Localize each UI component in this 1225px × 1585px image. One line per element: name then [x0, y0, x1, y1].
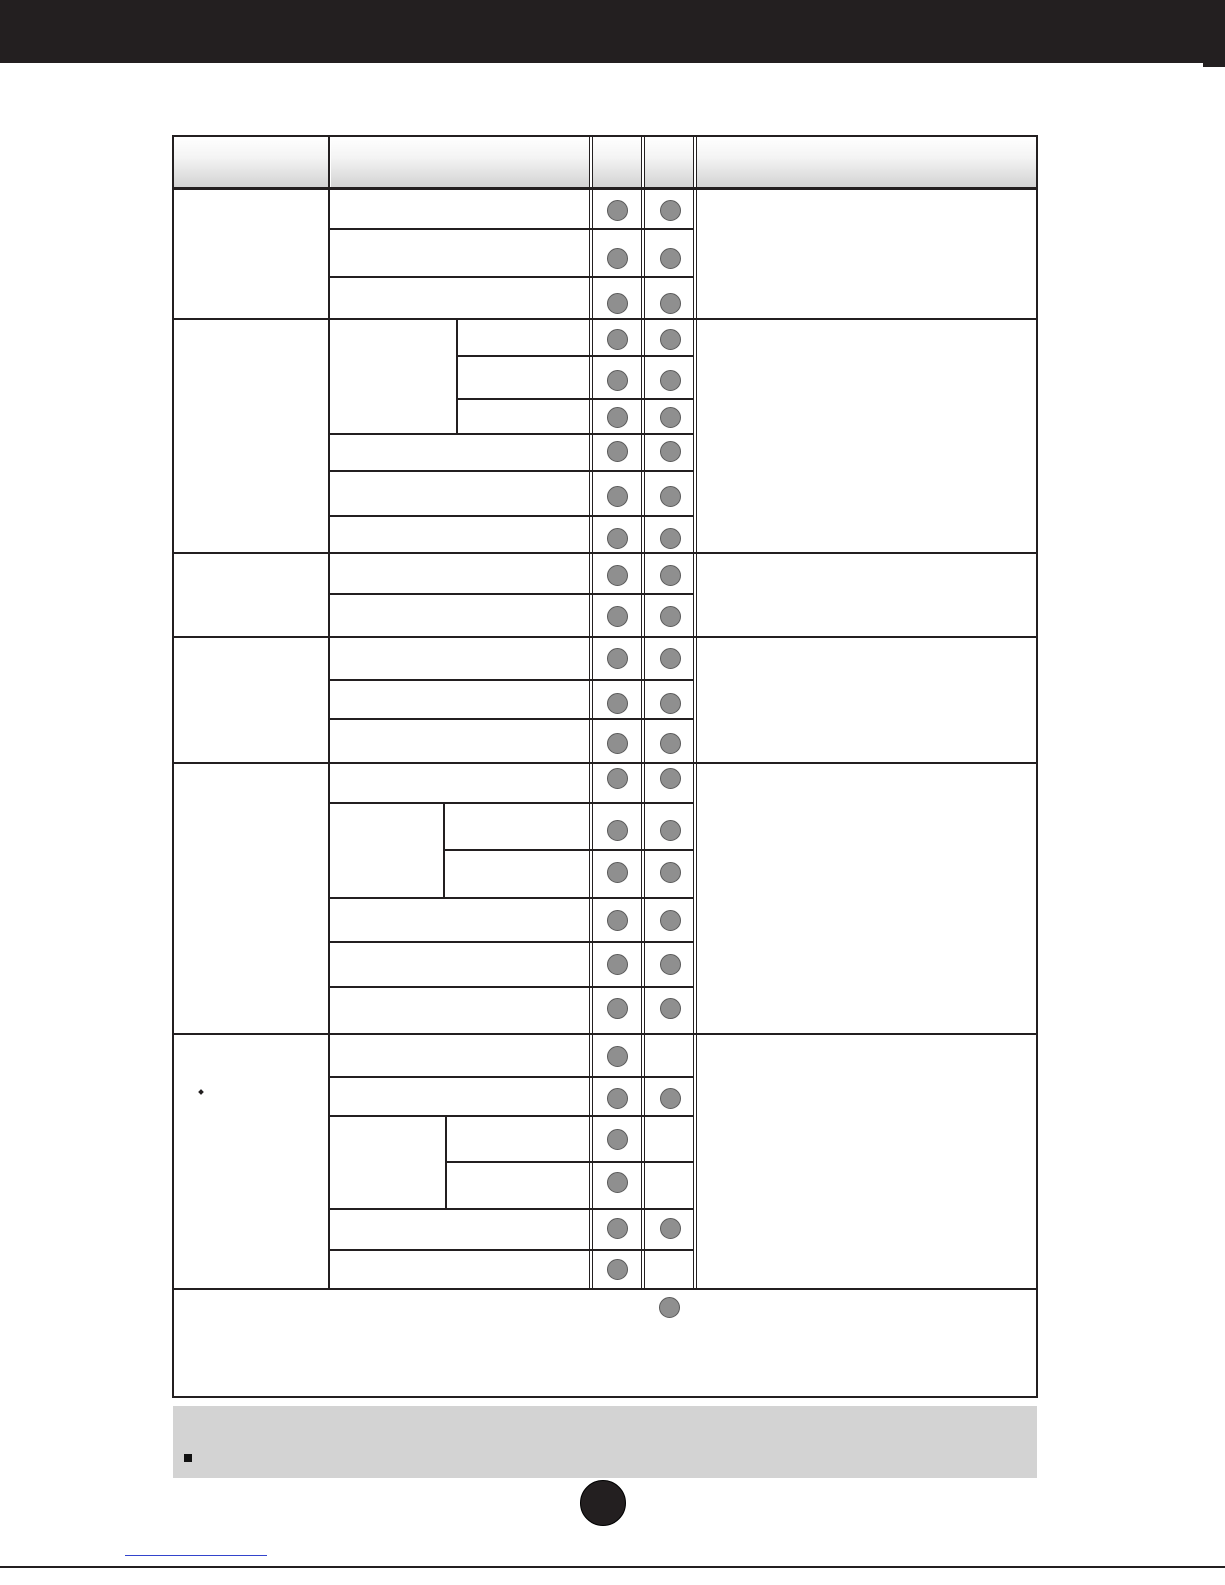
availability-dot	[607, 820, 628, 841]
column-header-category	[174, 137, 328, 188]
availability-dot	[607, 248, 628, 269]
availability-dot	[660, 693, 681, 714]
column-header-description	[696, 137, 1036, 188]
availability-dot	[607, 528, 628, 549]
availability-dot	[607, 293, 628, 314]
availability-dot	[660, 954, 681, 975]
availability-dot	[660, 293, 681, 314]
availability-dot	[607, 954, 628, 975]
availability-dot	[660, 329, 681, 350]
column-header-item	[331, 137, 589, 188]
availability-dot	[660, 606, 681, 627]
availability-dot	[660, 407, 681, 428]
availability-dot	[607, 606, 628, 627]
availability-dot	[607, 1088, 628, 1109]
category-bullet	[198, 1089, 204, 1095]
availability-dot	[660, 370, 681, 391]
availability-dot	[607, 200, 628, 221]
column-header-b	[644, 137, 693, 188]
availability-dot	[660, 200, 681, 221]
availability-dot	[607, 565, 628, 586]
availability-dot	[607, 768, 628, 789]
note-box	[173, 1406, 1037, 1478]
availability-dot	[607, 329, 628, 350]
availability-dot	[660, 528, 681, 549]
page-header-bar-edge	[1203, 63, 1225, 67]
availability-dot	[607, 486, 628, 507]
availability-dot	[607, 862, 628, 883]
availability-dot	[660, 648, 681, 669]
footer-link[interactable]	[125, 1555, 267, 1556]
availability-dot	[607, 693, 628, 714]
column-header-a	[592, 137, 641, 188]
availability-dot	[607, 1129, 628, 1150]
availability-dot	[660, 910, 681, 931]
availability-dot	[607, 1259, 628, 1280]
page-header-bar	[0, 0, 1225, 63]
availability-dot	[607, 441, 628, 462]
note-bullet-icon	[184, 1454, 192, 1462]
availability-dot	[607, 1218, 628, 1239]
availability-dot	[660, 998, 681, 1019]
availability-dot	[660, 768, 681, 789]
availability-dot	[607, 1046, 628, 1067]
availability-dot	[607, 648, 628, 669]
availability-dot	[607, 1172, 628, 1193]
availability-dot	[660, 733, 681, 754]
availability-dot	[660, 1088, 681, 1109]
availability-dot	[660, 565, 681, 586]
footer-rule	[0, 1566, 1225, 1568]
availability-dot	[660, 441, 681, 462]
availability-dot	[607, 733, 628, 754]
availability-dot	[660, 486, 681, 507]
availability-dot	[660, 1218, 681, 1239]
footnote-mark	[659, 1297, 680, 1318]
page-number-badge	[580, 1480, 626, 1526]
availability-dot	[660, 862, 681, 883]
availability-dot	[660, 820, 681, 841]
availability-dot	[607, 910, 628, 931]
availability-dot	[607, 407, 628, 428]
availability-dot	[607, 998, 628, 1019]
availability-dot	[607, 370, 628, 391]
availability-dot	[660, 248, 681, 269]
